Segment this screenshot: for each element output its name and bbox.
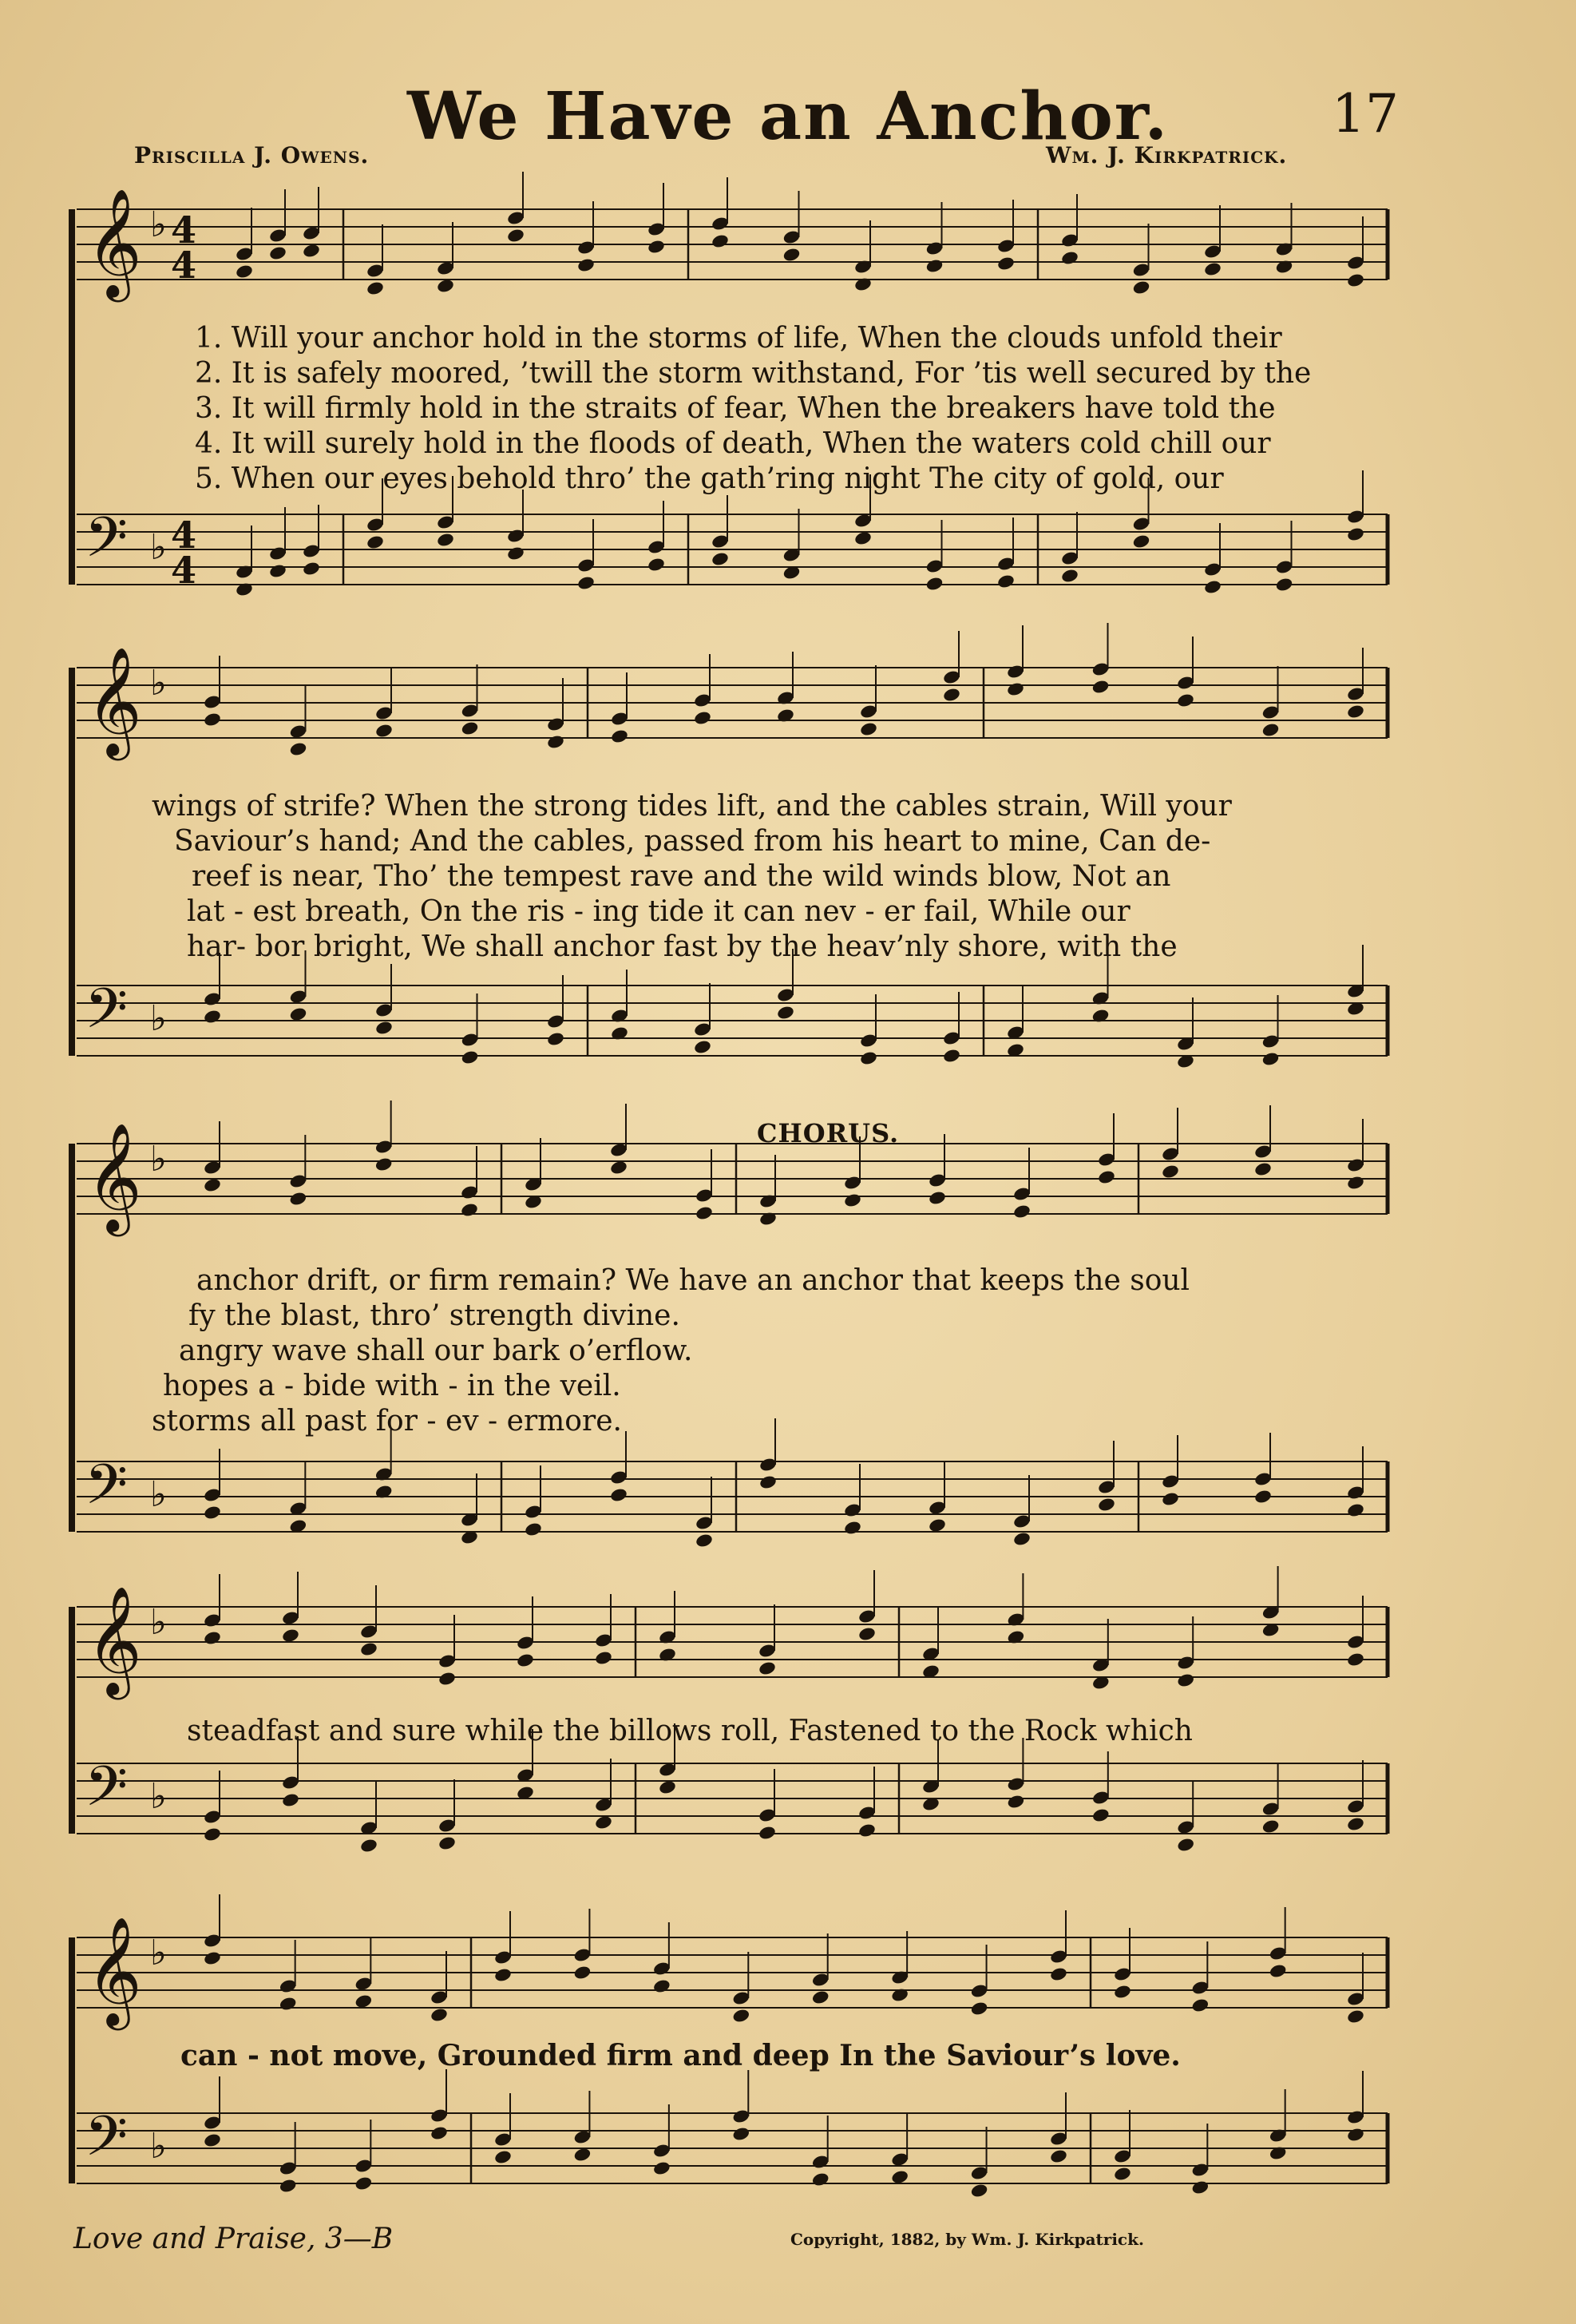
note-head xyxy=(203,1177,222,1193)
note-head xyxy=(1161,1491,1180,1507)
note-head xyxy=(366,280,385,296)
note-head xyxy=(203,1009,222,1025)
note-head xyxy=(1261,1051,1281,1067)
verse-line: 2. It is safely moored, ’twill the storm withstand, For ’tis well secured by the xyxy=(195,357,1312,390)
note-head xyxy=(1203,579,1222,595)
note-head xyxy=(1132,280,1151,295)
note-head xyxy=(942,687,961,703)
key-flat: ♭ xyxy=(150,527,167,568)
note-head xyxy=(374,1020,394,1036)
verse-line: har- bor bright, We shall anchor fast by the heav’nly shore, with the xyxy=(187,930,1178,963)
bass-clef: 𝄢 xyxy=(85,1754,129,1832)
note-head xyxy=(1097,1169,1116,1185)
note-head xyxy=(594,1650,613,1666)
note-head xyxy=(366,534,385,550)
note-head xyxy=(857,1822,877,1838)
note-head xyxy=(1346,526,1365,542)
verse-line: hopes a - bide with - in the veil. xyxy=(163,1370,621,1402)
note-head xyxy=(289,741,308,757)
bass-clef: 𝄢 xyxy=(85,1452,129,1530)
note-head xyxy=(1113,1984,1132,2000)
note-head xyxy=(610,728,629,744)
note-head xyxy=(1007,1794,1026,1810)
note-head xyxy=(1275,577,1294,593)
treble-clef: 𝄞 xyxy=(86,187,142,297)
note-head xyxy=(890,2169,909,2185)
note-head xyxy=(430,2125,449,2141)
note-head xyxy=(438,1671,457,1687)
note-head xyxy=(302,243,321,259)
note-head xyxy=(859,721,878,737)
verse-line: 1. Will your anchor hold in the storms of life, When the clouds unfold their xyxy=(195,322,1282,355)
note-head xyxy=(711,233,730,249)
note-head xyxy=(461,720,480,736)
note-head xyxy=(1091,1807,1111,1823)
verse-line: 5. When our eyes behold thro’ the gath’ring night The city of gold, our xyxy=(195,462,1224,495)
note-head xyxy=(203,712,222,728)
note-head xyxy=(546,734,565,750)
note-head xyxy=(647,557,666,573)
note-head xyxy=(731,2126,750,2142)
note-head xyxy=(546,1031,565,1047)
bass-clef: 𝄢 xyxy=(85,505,129,583)
note-head xyxy=(1261,1818,1281,1834)
note-head xyxy=(289,1191,308,1207)
note-head xyxy=(925,576,944,592)
note-head xyxy=(843,1520,862,1536)
note-head xyxy=(1176,1837,1195,1853)
note-head xyxy=(731,2008,750,2024)
note-head xyxy=(279,2178,298,2194)
key-flat: ♭ xyxy=(150,998,167,1039)
note-head xyxy=(693,1039,712,1055)
note-head xyxy=(928,1517,947,1533)
note-head xyxy=(970,2001,989,2017)
note-head xyxy=(1346,1652,1365,1668)
note-head xyxy=(1346,1175,1365,1191)
note-head xyxy=(203,2132,222,2148)
book-reference: Love and Praise, 3—B xyxy=(73,2223,394,2255)
note-head xyxy=(782,247,802,263)
note-head xyxy=(279,1996,298,2012)
note-head xyxy=(695,1205,714,1221)
treble-clef: 𝄞 xyxy=(86,1915,142,2025)
chorus-line: can - not move, Grounded firm and deep In the Saviour’s love. xyxy=(180,2039,1181,2072)
note-head xyxy=(609,1487,628,1503)
page-number: 17 xyxy=(1332,83,1399,145)
note-head xyxy=(436,278,455,294)
note-head xyxy=(853,530,873,546)
note-head xyxy=(1253,1489,1273,1505)
note-head xyxy=(576,575,596,591)
note-head xyxy=(1176,1672,1195,1688)
note-head xyxy=(203,1505,222,1521)
key-flat: ♭ xyxy=(150,1139,167,1180)
note-head xyxy=(268,245,287,261)
note-head xyxy=(374,723,394,739)
note-head xyxy=(1113,2166,1132,2182)
note-head xyxy=(1191,2179,1210,2195)
note-head xyxy=(281,1792,300,1808)
note-head xyxy=(354,2175,374,2191)
composer-credit: Wm. J. Kirkpatrick. xyxy=(1046,142,1288,169)
note-head xyxy=(1253,1161,1273,1177)
note-head xyxy=(281,1628,300,1644)
note-head xyxy=(493,2149,513,2165)
note-head xyxy=(1132,533,1151,549)
treble-clef: 𝄞 xyxy=(86,1121,142,1231)
note-head xyxy=(1269,1963,1288,1979)
verse-line: storms all past for - ev - ermore. xyxy=(152,1405,622,1438)
note-head xyxy=(652,2160,671,2176)
time-signature: 4 xyxy=(171,208,197,252)
note-head xyxy=(693,710,712,726)
time-signature: 4 xyxy=(171,244,197,287)
verse-line: angry wave shall our bark o’erflow. xyxy=(179,1335,693,1367)
verse-line: 3. It will firmly hold in the straits of fear, When the breakers have told the xyxy=(195,392,1276,425)
treble-clef: 𝄞 xyxy=(86,645,142,755)
verse-line: Saviour’s hand; And the cables, passed from his heart to mine, Can de- xyxy=(174,825,1211,858)
note-head xyxy=(711,551,730,567)
note-head xyxy=(658,1779,677,1795)
note-head xyxy=(573,2147,592,2163)
note-head xyxy=(203,1826,222,1842)
note-head xyxy=(859,1050,878,1066)
note-head xyxy=(811,1989,830,2005)
note-head xyxy=(374,1156,394,1172)
note-head xyxy=(461,1049,480,1065)
key-flat: ♭ xyxy=(150,1474,167,1515)
key-flat: ♭ xyxy=(150,2126,167,2167)
note-head xyxy=(1191,1997,1210,2013)
note-head xyxy=(302,561,321,577)
note-head xyxy=(942,1048,961,1064)
key-flat: ♭ xyxy=(150,1933,167,1973)
note-head xyxy=(1006,681,1025,697)
note-head xyxy=(1091,679,1111,695)
note-head xyxy=(524,1521,543,1537)
note-head xyxy=(1346,2127,1365,2143)
note-head xyxy=(843,1192,862,1208)
note-head xyxy=(609,1160,628,1176)
note-head xyxy=(1060,250,1079,266)
note-head xyxy=(438,1835,457,1851)
note-head xyxy=(1203,261,1222,277)
note-head xyxy=(460,1202,479,1218)
bass-clef: 𝄢 xyxy=(85,976,129,1054)
note-head xyxy=(354,1993,374,2009)
note-head xyxy=(925,258,944,274)
note-head xyxy=(758,1474,778,1490)
note-head xyxy=(1012,1531,1032,1547)
note-head xyxy=(1346,1816,1365,1832)
note-head xyxy=(1097,1497,1116,1513)
chorus-line: steadfast and sure while the billows roll, Fastened to the Rock which xyxy=(187,1715,1193,1747)
note-head xyxy=(1346,1502,1365,1518)
note-head xyxy=(996,256,1016,272)
verse-line: lat - est breath, On the ris - ing tide it can nev - er fail, While our xyxy=(187,895,1131,928)
note-head xyxy=(1049,1966,1068,1982)
key-flat: ♭ xyxy=(150,663,167,704)
note-head xyxy=(203,1950,222,1966)
time-signature: 4 xyxy=(171,514,197,557)
note-head xyxy=(1346,2009,1365,2025)
note-head xyxy=(970,2183,989,2199)
key-flat: ♭ xyxy=(150,1776,167,1817)
note-head xyxy=(811,2171,830,2187)
note-head xyxy=(359,1838,378,1854)
note-head xyxy=(516,1652,535,1668)
note-head xyxy=(857,1626,877,1642)
note-head xyxy=(695,1533,714,1549)
note-head xyxy=(647,239,666,255)
note-head xyxy=(235,264,254,280)
note-head xyxy=(289,1006,308,1022)
verse-line: 4. It will surely hold in the floods of death, When the waters cold chill our xyxy=(195,427,1271,460)
note-head xyxy=(758,1660,777,1676)
note-head xyxy=(1346,704,1365,720)
note-head xyxy=(996,573,1016,589)
key-flat: ♭ xyxy=(150,1602,167,1643)
note-head xyxy=(493,1967,513,1983)
treble-clef: 𝄞 xyxy=(86,1584,142,1695)
verse-line: wings of strife? When the strong tides lift, and the cables strain, Will your xyxy=(152,790,1232,823)
note-head xyxy=(1261,722,1281,738)
time-signature: 4 xyxy=(171,549,197,592)
verse-line: anchor drift, or firm remain? We have an anchor that keeps the soul xyxy=(196,1264,1190,1297)
hymn-title: We Have an Anchor. xyxy=(406,78,1170,155)
note-head xyxy=(594,1814,613,1830)
note-head xyxy=(203,1630,222,1646)
copyright-notice: Copyright, 1882, by Wm. J. Kirkpatrick. xyxy=(790,2230,1144,2249)
note-head xyxy=(436,532,455,548)
note-head xyxy=(576,257,596,273)
note-head xyxy=(1060,568,1079,584)
verse-line: reef is near, Tho’ the tempest rave and the wild winds blow, Not an xyxy=(192,860,1171,893)
note-head xyxy=(1176,692,1195,708)
note-head xyxy=(1049,2148,1068,2164)
note-head xyxy=(776,1005,795,1021)
note-head xyxy=(928,1190,947,1206)
verse-line: fy the blast, thro’ strength divine. xyxy=(188,1299,680,1332)
note-head xyxy=(1012,1204,1032,1220)
note-head xyxy=(506,228,525,244)
note-head xyxy=(359,1641,378,1657)
note-head xyxy=(652,1978,671,1994)
note-head xyxy=(430,2007,449,2023)
poet-credit: Priscilla J. Owens. xyxy=(134,142,370,169)
note-head xyxy=(268,563,287,579)
note-head xyxy=(1346,272,1365,288)
note-head xyxy=(573,1965,592,1981)
bass-clef: 𝄢 xyxy=(85,2104,129,2182)
note-head xyxy=(506,545,525,561)
chorus-label: CHORUS. xyxy=(757,1118,900,1148)
note-head xyxy=(758,1825,777,1841)
key-flat: ♭ xyxy=(150,204,167,245)
note-head xyxy=(1161,1164,1180,1180)
